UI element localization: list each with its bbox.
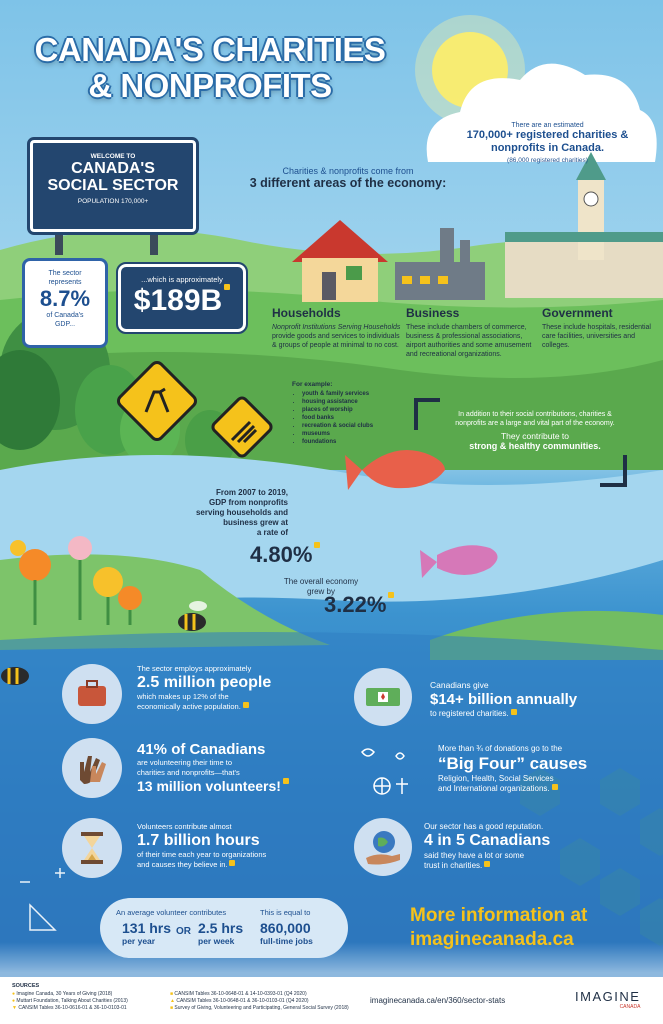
volunteers-value: 41% of Canadians xyxy=(137,741,266,758)
sign-name-2: SOCIAL SECTOR xyxy=(47,177,179,194)
title-line-1: CANADA'S CHARITIES xyxy=(34,31,386,68)
title-line-2: & NONPROFITS xyxy=(88,67,332,104)
source-marker-icon xyxy=(224,284,230,290)
employ-stat xyxy=(137,664,337,712)
volunteers-mid-2: charities and nonprofits—that's xyxy=(137,768,240,777)
source-item: CANSIM Tables 36-10-0648-01 & 36-10-0103-01 (Q4 2020) xyxy=(176,998,309,1004)
economy-value: 3.22% xyxy=(324,592,387,617)
contribution-text: In addition to their social contributions, charities & nonprofits are a large and vital part of the economy. xyxy=(455,411,615,427)
bee-icon xyxy=(1,667,29,685)
bigfour-pre: More than ¾ of donations go to the xyxy=(438,744,563,753)
government-section xyxy=(542,306,660,350)
employ-pre: The sector employs approximately xyxy=(137,664,252,673)
contribution-note xyxy=(452,410,618,451)
imagine-logo xyxy=(575,989,640,1010)
flower-icon xyxy=(19,549,51,581)
source-marker-icon xyxy=(229,860,235,866)
list-item: • youth & family services xyxy=(302,390,402,398)
economy-text-2: grew by xyxy=(306,587,335,596)
average-unit-1: per year xyxy=(122,936,156,946)
hours-pre: Volunteers contribute almost xyxy=(137,822,232,831)
growth-value: 4.80% xyxy=(250,542,313,567)
volunteers-value-2: 13 million volunteers! xyxy=(137,778,281,794)
list-item: • recreation & social clubs xyxy=(302,422,402,430)
growth-text xyxy=(168,488,288,538)
gdp-card xyxy=(22,258,108,348)
house-icon xyxy=(292,220,388,262)
sign-population: POPULATION 170,000+ xyxy=(77,198,149,205)
source-item: CANSIM Tables 36-10-0648-01 & 14-10-0393-01 (Q4 2020) xyxy=(174,991,307,997)
money-icon xyxy=(354,668,412,726)
more-line-2[interactable]: imaginecanada.ca xyxy=(410,929,574,950)
sources-bar xyxy=(0,977,663,1024)
page-title xyxy=(0,32,420,104)
more-line-1: More information at xyxy=(410,905,588,926)
households-examples xyxy=(292,381,402,446)
reputation-stat xyxy=(424,822,644,871)
source-marker-icon xyxy=(243,702,249,708)
employ-post-2: economically active population. xyxy=(137,702,241,711)
business-section xyxy=(406,306,534,359)
households-title: Households xyxy=(272,306,341,320)
reputation-post-2: trust in charities. xyxy=(424,861,483,870)
welcome-sign xyxy=(30,140,196,232)
economy-text-1: The overall economy xyxy=(283,577,359,586)
households-desc-italic: Nonprofit Institutions Serving Households xyxy=(272,324,401,331)
source-item: Muttart Foundation, Talking About Charities (2013) xyxy=(16,998,128,1004)
more-info xyxy=(410,904,660,952)
average-or: OR xyxy=(176,926,191,937)
economy-value-wrap xyxy=(324,592,394,618)
cloud-stat-line2: nonprofits in Canada. xyxy=(490,142,605,154)
areas-intro xyxy=(228,166,468,190)
give-post: to registered charities. xyxy=(430,709,509,718)
average-unit-3: full-time jobs xyxy=(260,936,313,946)
average-label-1: An average volunteer contributes xyxy=(116,908,227,917)
hours-post-1: of their time each year to organizations xyxy=(137,850,267,859)
business-title: Business xyxy=(406,306,460,320)
business-desc: These include chambers of commerce, business & professional associations, airport authorities and some amusement and recreational organizations. xyxy=(406,324,532,358)
bee-icon xyxy=(178,613,206,631)
average-label-2: This is equal to xyxy=(260,908,311,917)
examples-label: For example: xyxy=(292,381,333,388)
more-info-link[interactable] xyxy=(410,928,660,952)
bigfour-post-1: Religion, Health, Social Services xyxy=(438,774,554,783)
average-val-1: 131 hrs xyxy=(122,920,172,936)
employ-value: 2.5 million people xyxy=(137,674,272,691)
sources-left: ● Imagine Canada, 30 Years of Giving (2018) ● Muttart Foundation, Talking About Charities (2013) ▼ CANSIM Tables 36-10-0616-01 & 36-10-0103-01 xyxy=(12,991,128,1011)
briefcase-icon xyxy=(62,664,122,724)
government-desc: These include hospitals, residential care facilities, universities and colleges. xyxy=(542,324,651,349)
average-val-2: 2.5 hrs xyxy=(198,920,244,936)
average-unit-2: per week xyxy=(198,936,235,946)
gdp-pre: The sector represents xyxy=(48,270,82,286)
source-marker-icon xyxy=(283,778,289,784)
source-item: Survey of Giving, Volunteering and Participating, General Social Survey (2018) xyxy=(174,1005,349,1011)
bigfour-stat xyxy=(438,744,658,794)
households-section xyxy=(272,306,402,350)
source-marker-icon xyxy=(314,542,320,548)
logo-text: IMAGINE xyxy=(575,989,641,1004)
source-marker-icon xyxy=(552,784,558,790)
reputation-post-1: said they have a lot or some xyxy=(424,851,525,860)
reputation-pre: Our sector has a good reputation. xyxy=(424,822,544,831)
hours-post-2: and causes they believe in. xyxy=(137,860,228,869)
cloud-stat-line1: 170,000+ registered charities & xyxy=(466,129,629,141)
hours-value: 1.7 billion hours xyxy=(137,832,260,849)
reputation-value: 4 in 5 Canadians xyxy=(424,832,551,849)
hourglass-icon xyxy=(62,818,122,878)
growth-text-5: a rate of xyxy=(256,528,288,537)
globe-hand-icon xyxy=(354,818,412,876)
hands-icon xyxy=(62,738,122,798)
list-item: • places of worship xyxy=(302,406,402,414)
source-marker-icon xyxy=(484,861,490,867)
sign-name-1: CANADA'S xyxy=(71,160,155,177)
give-value: $14+ billion annually xyxy=(430,691,578,708)
source-marker-icon xyxy=(388,592,394,598)
hours-stat xyxy=(137,822,347,870)
bigfour-value: “Big Four” causes xyxy=(438,754,588,773)
give-stat xyxy=(430,680,650,718)
sign-welcome: WELCOME TO xyxy=(90,153,136,160)
average-box xyxy=(100,898,348,958)
list-item: • housing assistance xyxy=(302,398,402,406)
list-item: • museums xyxy=(302,430,402,438)
examples-list xyxy=(292,390,402,446)
list-item: • foundations xyxy=(302,438,402,446)
average-val-3: 860,000 xyxy=(260,920,311,936)
give-pre: Canadians give xyxy=(430,680,489,690)
contribution-line-2: strong & healthy communities. xyxy=(469,441,601,451)
volunteer-stat xyxy=(137,741,347,795)
growth-text-4: business grew at xyxy=(223,518,288,527)
sources-label: SOURCES xyxy=(12,983,40,989)
approx-value: $189B xyxy=(133,284,223,317)
government-title: Government xyxy=(542,306,613,320)
employ-post-1: which makes up 12% of the xyxy=(137,692,229,701)
logo-subtext: CANADA xyxy=(619,1004,641,1010)
source-item: CANSIM Tables 36-10-0616-01 & 36-10-0103-01 xyxy=(18,1005,127,1011)
gdp-post-1: of Canada's xyxy=(46,312,84,319)
gdp-post-2: GDP... xyxy=(54,321,76,328)
cloud-pre: There are an estimated xyxy=(511,122,584,129)
cloud-note: (86,000 registered charities) xyxy=(507,157,588,164)
areas-intro-text: Charities & nonprofits come from xyxy=(282,166,414,176)
cloud-stat xyxy=(440,122,655,164)
list-item: • food banks xyxy=(302,414,402,422)
contribution-line-1: They contribute to xyxy=(500,431,570,441)
growth-text-3: serving households and xyxy=(195,508,288,517)
approx-card xyxy=(118,264,246,332)
sources-mid: ■ CANSIM Tables 36-10-0648-01 & 14-10-0393-01 (Q4 2020) ▲ CANSIM Tables 36-10-0648-01 & 36-10-0103-01 (Q4 2020) ■ Survey of Giving, Volunteering and Participating, General Social Survey (2018) xyxy=(170,991,349,1011)
households-desc: provide goods and services to individuals & groups of people at minimal to no cost. xyxy=(272,333,400,349)
growth-text-2: GDP from nonprofits xyxy=(209,498,288,507)
source-item: Imagine Canada, 30 Years of Giving (2018) xyxy=(16,991,113,997)
areas-headline: 3 different areas of the economy: xyxy=(249,176,447,190)
sources-url[interactable]: imaginecanada.ca/en/360/sector-stats xyxy=(370,996,506,1005)
gdp-value: 8.7% xyxy=(39,286,91,311)
approx-pre: ...which is approximately xyxy=(141,275,223,284)
causes-icon xyxy=(354,738,414,798)
volunteers-mid-1: are volunteering their time to xyxy=(137,758,233,767)
growth-value-wrap xyxy=(250,542,320,568)
growth-text-1: From 2007 to 2019, xyxy=(215,488,288,497)
source-marker-icon xyxy=(511,709,517,715)
bigfour-post-2: and International organizations. xyxy=(438,784,550,793)
